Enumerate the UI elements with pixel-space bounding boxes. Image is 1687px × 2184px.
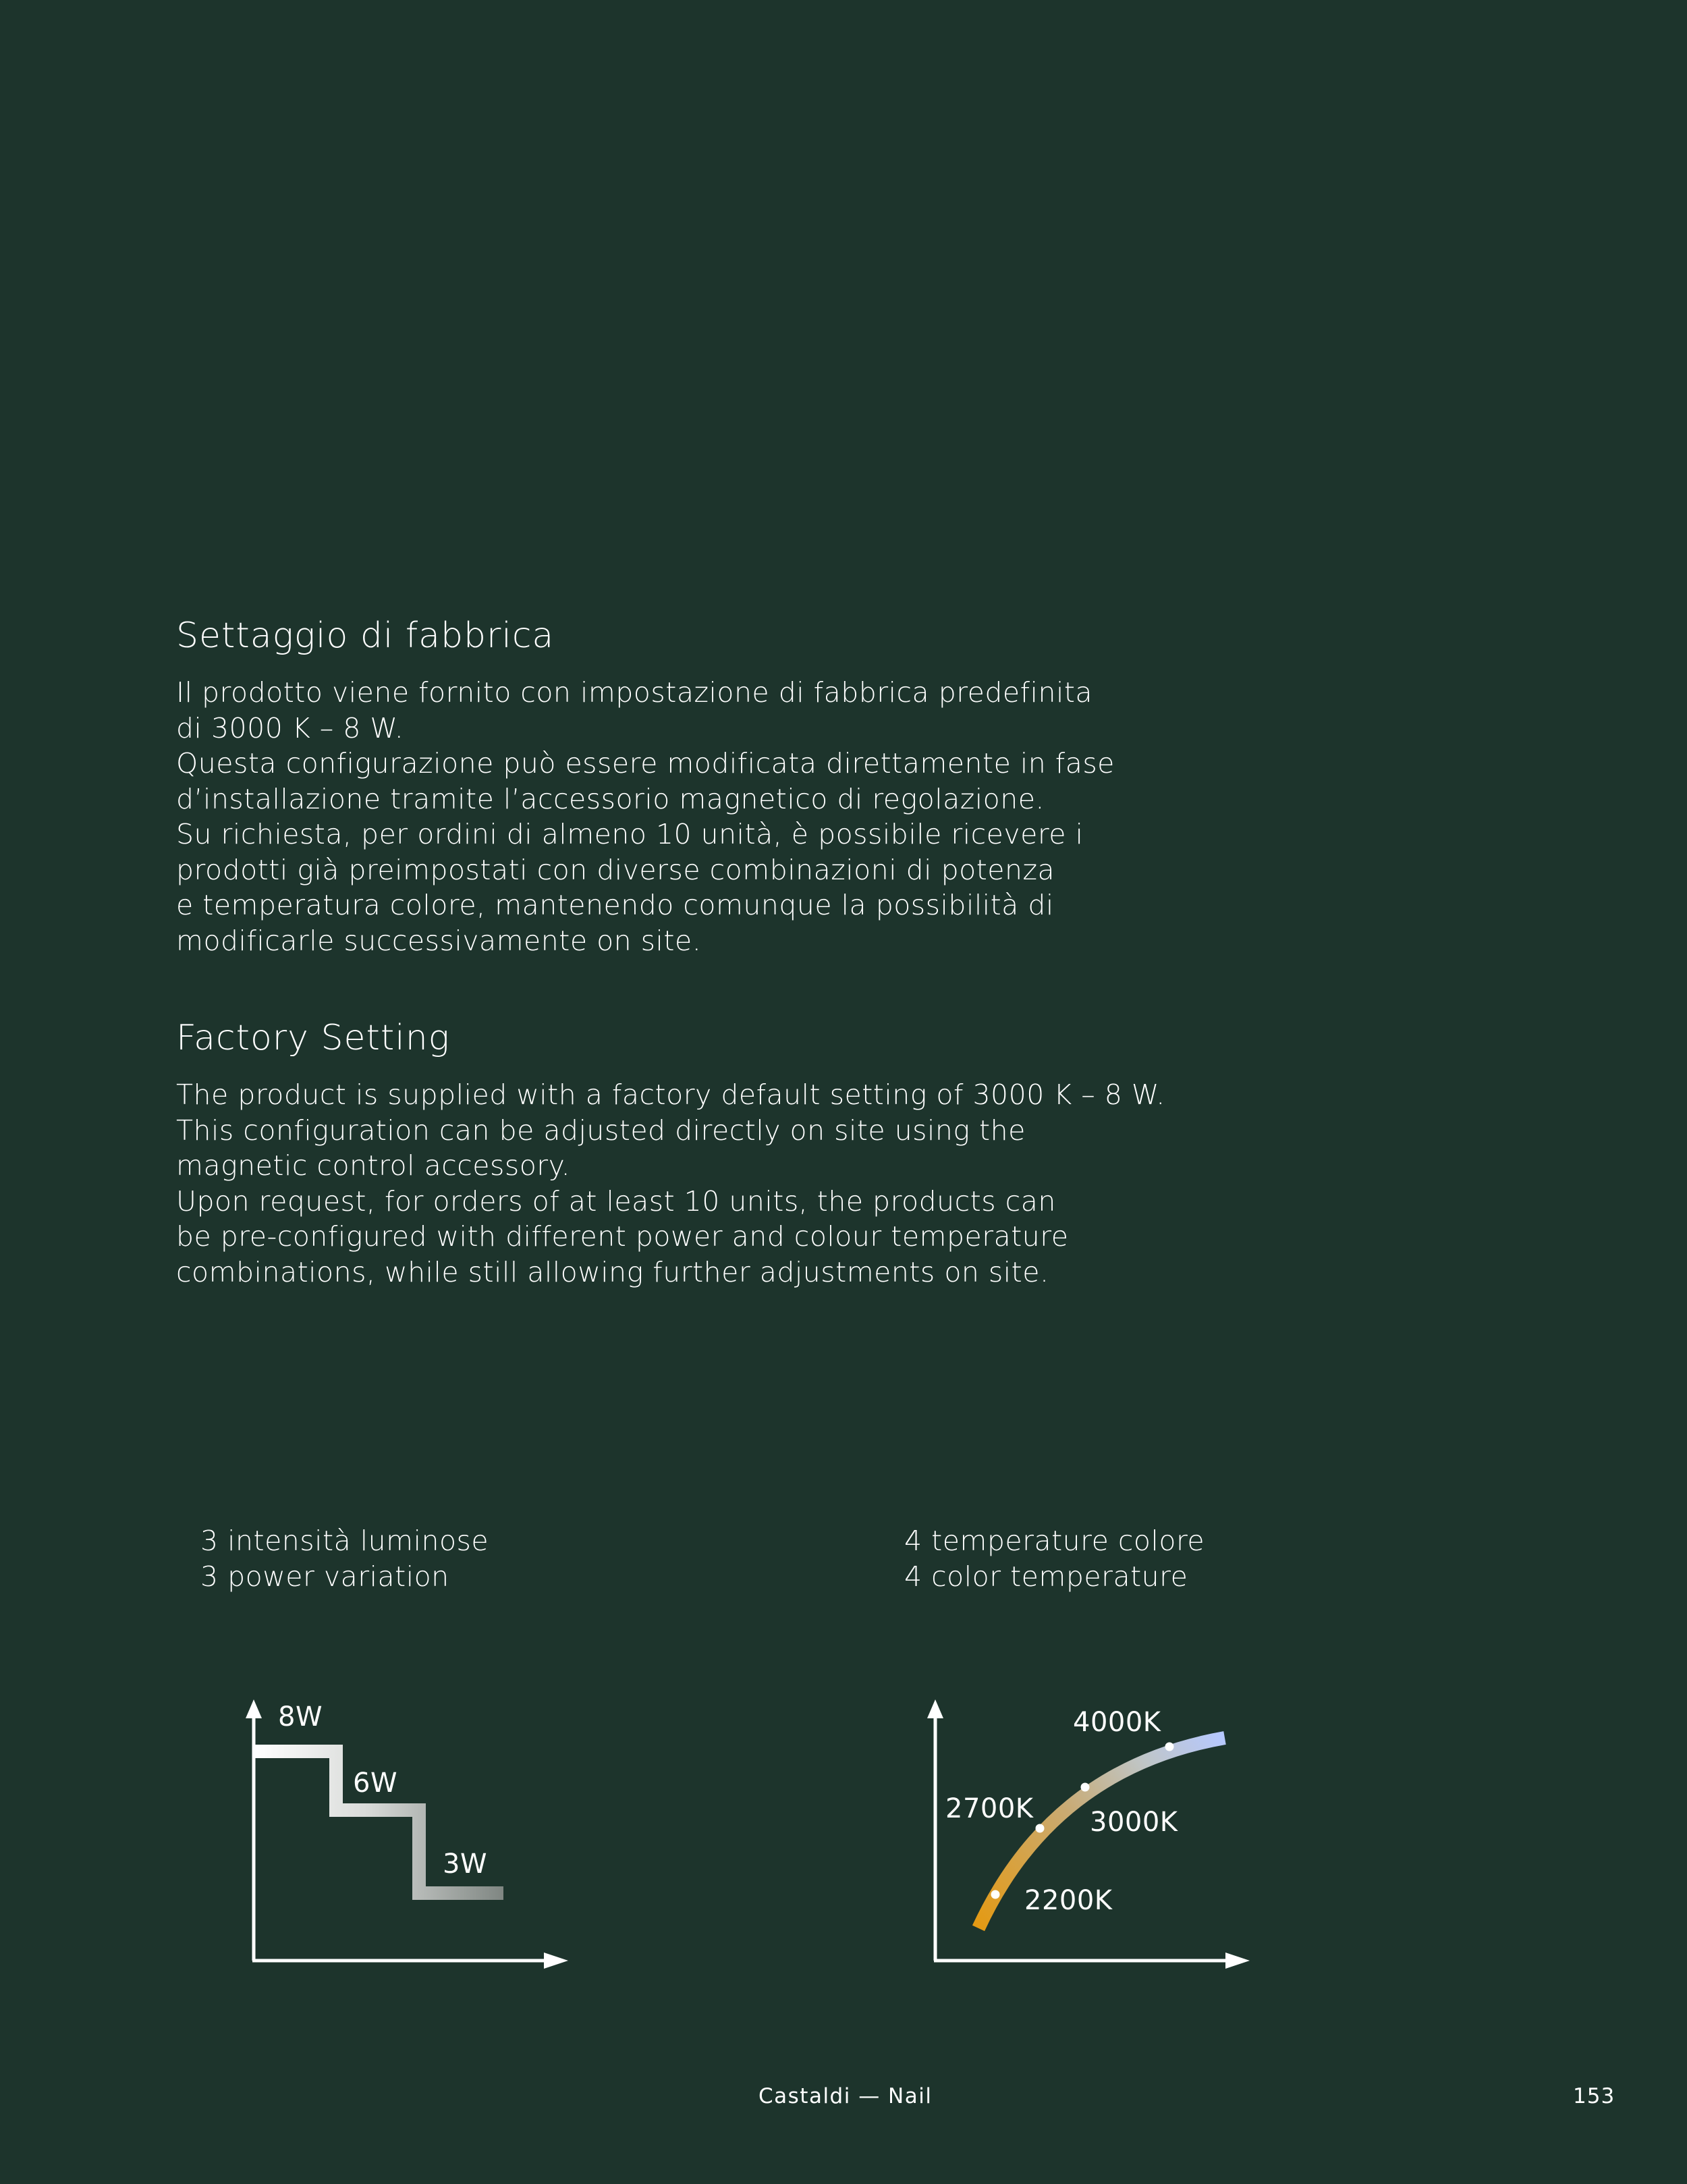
footer-title: Castaldi — Nail (758, 2084, 933, 2108)
power-axes (246, 1699, 568, 1969)
color-temp-label: 2700K (945, 1793, 1034, 1824)
color-temp-point (1081, 1783, 1090, 1792)
page-number: 153 (1573, 2084, 1615, 2108)
color-temp-label: 4000K (1073, 1707, 1161, 1738)
paragraph-it-line: di 3000 K – 8 W. (176, 711, 404, 744)
power-caption (200, 1523, 489, 1594)
paragraph-en-line: The product is supplied with a factory default setting of 3000 K – 8 W. (176, 1079, 1165, 1111)
power-level-label: 6W (353, 1768, 397, 1799)
paragraph-it-line: Questa configurazione può essere modificata direttamente in fase (176, 747, 1115, 780)
y-axis-arrow-icon (927, 1699, 943, 1718)
x-axis-arrow-icon (1225, 1953, 1250, 1969)
paragraph-en-line: combinations, while still allowing further adjustments on site. (176, 1255, 1049, 1288)
color-caption-en: 4 color temperature (904, 1560, 1188, 1593)
heading-it: Settaggio di fabbrica (176, 616, 555, 656)
color-caption-it: 4 temperature colore (904, 1525, 1205, 1557)
color-temp-label: 2200K (1024, 1885, 1113, 1916)
power-step-diagram (229, 1687, 580, 1984)
power-level-label: 8W (278, 1701, 323, 1732)
power-caption-en: 3 power variation (200, 1560, 449, 1593)
heading-en: Factory Setting (176, 1018, 450, 1058)
power-level-label: 3W (443, 1849, 487, 1880)
x-axis-arrow-icon (544, 1953, 568, 1969)
color-temp-label: 3000K (1090, 1807, 1178, 1838)
color-caption (904, 1523, 1205, 1594)
paragraph-it-line: e temperatura colore, mantenendo comunque la possibilità di (176, 889, 1054, 921)
paragraph-en (176, 1077, 1165, 1290)
paragraph-it (176, 675, 1115, 958)
paragraph-it-line: modificarle successivamente on site. (176, 924, 702, 957)
paragraph-en-line: magnetic control accessory. (176, 1149, 571, 1182)
y-axis-arrow-icon (246, 1699, 262, 1718)
paragraph-en-line: be pre-configured with different power and colour temperature (176, 1220, 1069, 1253)
paragraph-en-line: Upon request, for orders of at least 10 units, the products can (176, 1184, 1056, 1218)
paragraph-en-line: This configuration can be adjusted directly on site using the (176, 1114, 1026, 1147)
paragraph-it-line: d’installazione tramite l’accessorio magnetico di regolazione. (176, 782, 1045, 815)
color-temp-point (991, 1890, 1000, 1899)
color-temp-point (1036, 1824, 1045, 1833)
power-caption-it: 3 intensità luminose (200, 1525, 489, 1557)
paragraph-it-line: prodotti già preimpostati con diverse combinazioni di potenza (176, 853, 1055, 886)
color-temp-point (1165, 1743, 1174, 1751)
paragraph-it-line: Su richiesta, per ordini di almeno 10 unità, è possibile ricevere i (176, 818, 1084, 850)
paragraph-it-line: Il prodotto viene fornito con impostazione di fabbrica predefinita (176, 676, 1093, 709)
color-temp-diagram (911, 1687, 1262, 1984)
